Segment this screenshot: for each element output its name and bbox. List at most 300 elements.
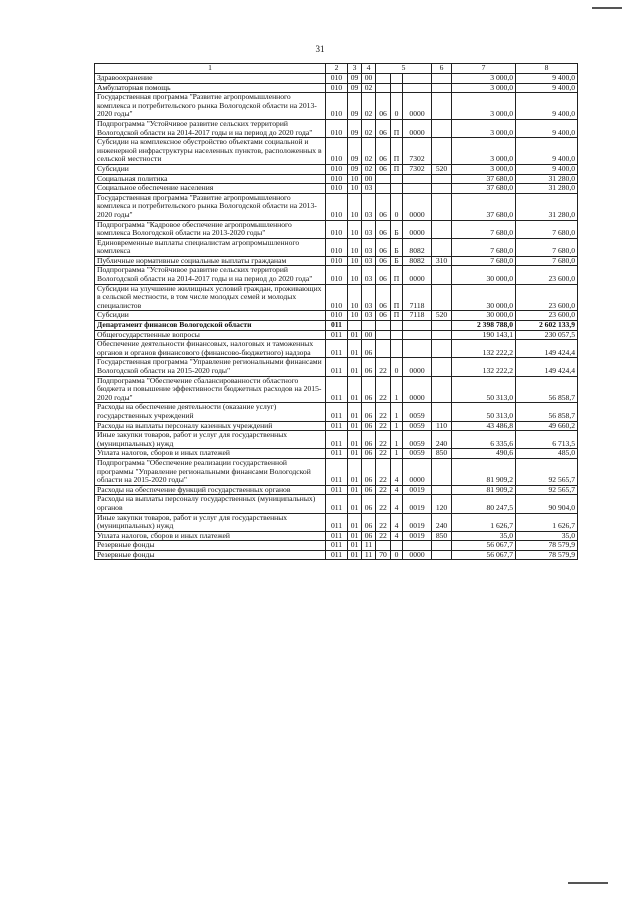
row-section-cell: 10 (348, 220, 362, 238)
row-section-cell: 01 (348, 495, 362, 513)
row-section-cell: 10 (348, 311, 362, 321)
row-grbs-cell: 010 (326, 184, 348, 194)
row-grbs-cell: 011 (326, 321, 348, 331)
row-name-cell: Подпрограмма "Устойчивое развитие сельских территорий Вологодской области на 2014-2017 годы и на период до 2020 года" (95, 119, 326, 137)
row-expense-type-cell (432, 83, 452, 93)
table-row (95, 421, 578, 431)
row-name-cell: Государственная программа "Развитие агропромышленного комплекса и потребительского рынка Вологодской области на 2013-2020 годы" (95, 93, 326, 120)
table-row (95, 74, 578, 84)
row-name-cell: Единовременные выплаты специалистам агропромышленного комплекса (95, 238, 326, 256)
header-cell: 4 (362, 64, 376, 74)
row-amount-year2-cell: 149 424,4 (516, 340, 578, 358)
row-program-cell: 22 (376, 358, 391, 376)
row-direction-cell (403, 330, 432, 340)
table-row (95, 321, 578, 331)
table-row (95, 340, 578, 358)
row-section-cell: 01 (348, 541, 362, 551)
row-subprogram-cell: 0 (391, 550, 403, 560)
table-row (95, 193, 578, 220)
row-subprogram-cell: П (391, 138, 403, 165)
row-subprogram-cell (391, 340, 403, 358)
row-section-cell: 09 (348, 164, 362, 174)
row-section-cell: 09 (348, 138, 362, 165)
row-name-cell: Резервные фонды (95, 550, 326, 560)
row-subprogram-cell: 1 (391, 449, 403, 459)
row-amount-year1-cell: 81 909,2 (452, 485, 516, 495)
row-amount-year1-cell: 3 000,0 (452, 83, 516, 93)
row-expense-type-cell (432, 284, 452, 311)
row-program-cell: 22 (376, 449, 391, 459)
row-subprogram-cell: 0 (391, 358, 403, 376)
row-direction-cell: 0059 (403, 403, 432, 421)
row-amount-year2-cell: 31 280,0 (516, 184, 578, 194)
row-section-cell: 10 (348, 238, 362, 256)
header-cell: 7 (452, 64, 516, 74)
row-amount-year2-cell: 7 680,0 (516, 220, 578, 238)
row-subsection-cell: 00 (362, 174, 376, 184)
row-amount-year1-cell: 132 222,2 (452, 358, 516, 376)
row-amount-year1-cell: 7 680,0 (452, 238, 516, 256)
row-grbs-cell: 011 (326, 376, 348, 403)
row-section-cell: 09 (348, 83, 362, 93)
row-amount-year2-cell: 9 400,0 (516, 93, 578, 120)
row-name-cell: Расходы на выплаты персоналу государственных (муниципальных) органов (95, 495, 326, 513)
table-row (95, 164, 578, 174)
row-expense-type-cell: 520 (432, 164, 452, 174)
row-grbs-cell: 011 (326, 340, 348, 358)
row-amount-year2-cell: 230 057,5 (516, 330, 578, 340)
row-expense-type-cell (432, 193, 452, 220)
row-expense-type-cell (432, 321, 452, 331)
row-grbs-cell: 011 (326, 358, 348, 376)
row-amount-year1-cell: 35,0 (452, 531, 516, 541)
row-program-cell (376, 340, 391, 358)
row-amount-year2-cell: 9 400,0 (516, 138, 578, 165)
row-grbs-cell: 011 (326, 458, 348, 485)
row-subsection-cell: 06 (362, 421, 376, 431)
row-section-cell: 01 (348, 485, 362, 495)
row-grbs-cell: 010 (326, 266, 348, 284)
row-expense-type-cell: 240 (432, 513, 452, 531)
row-amount-year2-cell: 9 400,0 (516, 74, 578, 84)
row-name-cell: Субсидии (95, 164, 326, 174)
row-subprogram-cell: 4 (391, 485, 403, 495)
row-amount-year2-cell: 56 858,7 (516, 403, 578, 421)
row-program-cell: 06 (376, 220, 391, 238)
row-expense-type-cell: 520 (432, 311, 452, 321)
row-grbs-cell: 010 (326, 256, 348, 266)
row-subsection-cell: 06 (362, 449, 376, 459)
row-amount-year1-cell: 132 222,2 (452, 340, 516, 358)
table-row (95, 495, 578, 513)
row-subsection-cell: 02 (362, 93, 376, 120)
row-amount-year2-cell: 23 600,0 (516, 311, 578, 321)
row-program-cell: 06 (376, 164, 391, 174)
table-row (95, 119, 578, 137)
row-name-cell: Подпрограмма "Обеспечение сбалансированности областного бюджета и повышение эффективности бюджетных расходов на 2015-2020 годы" (95, 376, 326, 403)
table-row (95, 174, 578, 184)
row-amount-year1-cell: 50 313,0 (452, 376, 516, 403)
row-grbs-cell: 010 (326, 174, 348, 184)
row-direction-cell (403, 83, 432, 93)
row-program-cell (376, 330, 391, 340)
row-name-cell: Обеспечение деятельности финансовых, налоговых и таможенных органов и органов финансового (финансово-бюджетного) надзора (95, 340, 326, 358)
table-row (95, 403, 578, 421)
row-subprogram-cell: Б (391, 238, 403, 256)
row-subsection-cell (362, 321, 376, 331)
row-subprogram-cell: 4 (391, 495, 403, 513)
row-program-cell: 22 (376, 431, 391, 449)
row-subsection-cell: 03 (362, 266, 376, 284)
row-grbs-cell: 011 (326, 541, 348, 551)
row-amount-year2-cell: 9 400,0 (516, 119, 578, 137)
row-subprogram-cell: П (391, 311, 403, 321)
table-row (95, 138, 578, 165)
row-subprogram-cell (391, 321, 403, 331)
row-name-cell: Общегосударственные вопросы (95, 330, 326, 340)
row-program-cell: 06 (376, 138, 391, 165)
table-row (95, 513, 578, 531)
row-subprogram-cell (391, 174, 403, 184)
row-subprogram-cell (391, 541, 403, 551)
table-row (95, 485, 578, 495)
row-direction-cell: 0000 (403, 220, 432, 238)
row-expense-type-cell (432, 485, 452, 495)
row-name-cell: Амбулаторная помощь (95, 83, 326, 93)
row-program-cell: 22 (376, 376, 391, 403)
row-section-cell: 09 (348, 119, 362, 137)
row-amount-year2-cell: 92 565,7 (516, 458, 578, 485)
row-grbs-cell: 011 (326, 495, 348, 513)
row-amount-year1-cell: 3 000,0 (452, 119, 516, 137)
row-direction-cell: 8082 (403, 256, 432, 266)
table-row (95, 449, 578, 459)
row-amount-year2-cell: 31 280,0 (516, 174, 578, 184)
row-subprogram-cell: 1 (391, 421, 403, 431)
row-subprogram-cell: П (391, 266, 403, 284)
row-amount-year2-cell: 2 602 133,9 (516, 321, 578, 331)
row-amount-year1-cell: 50 313,0 (452, 403, 516, 421)
row-amount-year1-cell: 490,6 (452, 449, 516, 459)
row-expense-type-cell (432, 119, 452, 137)
row-grbs-cell: 011 (326, 449, 348, 459)
row-direction-cell (403, 74, 432, 84)
row-section-cell: 10 (348, 284, 362, 311)
row-amount-year1-cell: 190 143,1 (452, 330, 516, 340)
row-section-cell: 10 (348, 193, 362, 220)
row-program-cell: 22 (376, 513, 391, 531)
row-section-cell: 01 (348, 449, 362, 459)
row-section-cell: 09 (348, 93, 362, 120)
row-amount-year1-cell: 30 000,0 (452, 311, 516, 321)
row-amount-year2-cell: 78 579,9 (516, 550, 578, 560)
row-amount-year2-cell: 485,0 (516, 449, 578, 459)
row-grbs-cell: 010 (326, 238, 348, 256)
header-cell: 5 (376, 64, 432, 74)
row-subsection-cell: 06 (362, 376, 376, 403)
row-expense-type-cell: 110 (432, 421, 452, 431)
row-grbs-cell: 010 (326, 138, 348, 165)
row-subprogram-cell (391, 83, 403, 93)
row-section-cell (348, 321, 362, 331)
budget-table-body (95, 64, 578, 560)
row-expense-type-cell (432, 358, 452, 376)
row-subsection-cell: 06 (362, 458, 376, 485)
row-subsection-cell: 03 (362, 193, 376, 220)
table-row (95, 311, 578, 321)
row-name-cell: Здравоохранение (95, 74, 326, 84)
row-direction-cell: 0059 (403, 421, 432, 431)
row-name-cell: Иные закупки товаров, работ и услуг для государственных (муниципальных) нужд (95, 431, 326, 449)
row-program-cell: 06 (376, 238, 391, 256)
row-expense-type-cell (432, 550, 452, 560)
row-grbs-cell: 010 (326, 164, 348, 174)
row-subprogram-cell: П (391, 164, 403, 174)
row-name-cell: Социальная политика (95, 174, 326, 184)
row-amount-year1-cell: 3 000,0 (452, 138, 516, 165)
header-cell: 6 (432, 64, 452, 74)
row-section-cell: 10 (348, 266, 362, 284)
row-section-cell: 01 (348, 458, 362, 485)
row-subsection-cell: 06 (362, 340, 376, 358)
row-program-cell: 22 (376, 485, 391, 495)
scan-mark-bottom (568, 882, 608, 884)
row-subprogram-cell (391, 74, 403, 84)
row-expense-type-cell (432, 93, 452, 120)
row-program-cell: 22 (376, 421, 391, 431)
row-subsection-cell: 11 (362, 550, 376, 560)
row-program-cell: 22 (376, 403, 391, 421)
row-grbs-cell: 010 (326, 74, 348, 84)
row-section-cell: 09 (348, 74, 362, 84)
row-program-cell (376, 321, 391, 331)
row-name-cell: Публичные нормативные социальные выплаты гражданам (95, 256, 326, 266)
row-subsection-cell: 03 (362, 311, 376, 321)
row-program-cell: 06 (376, 266, 391, 284)
row-grbs-cell: 010 (326, 93, 348, 120)
row-name-cell: Государственная программа "Развитие агропромышленного комплекса и потребительского рынка Вологодской области на 2013-2020 годы" (95, 193, 326, 220)
row-name-cell: Иные закупки товаров, работ и услуг для государственных (муниципальных) нужд (95, 513, 326, 531)
row-amount-year2-cell: 6 713,5 (516, 431, 578, 449)
row-program-cell (376, 174, 391, 184)
row-amount-year2-cell: 90 904,0 (516, 495, 578, 513)
row-amount-year2-cell: 56 858,7 (516, 376, 578, 403)
row-program-cell (376, 184, 391, 194)
row-subprogram-cell: 4 (391, 531, 403, 541)
row-amount-year1-cell: 43 486,8 (452, 421, 516, 431)
row-direction-cell: 0000 (403, 93, 432, 120)
row-grbs-cell: 010 (326, 284, 348, 311)
row-section-cell: 10 (348, 256, 362, 266)
header-cell: 8 (516, 64, 578, 74)
row-subsection-cell: 06 (362, 431, 376, 449)
row-program-cell: 06 (376, 311, 391, 321)
row-grbs-cell: 010 (326, 119, 348, 137)
row-direction-cell: 0000 (403, 458, 432, 485)
row-name-cell: Субсидии на комплексное обустройство объектами социальной и инженерной инфраструктуры населенных пунктов, расположенных в сельской местности (95, 138, 326, 165)
row-amount-year1-cell: 30 000,0 (452, 266, 516, 284)
row-amount-year1-cell: 37 680,0 (452, 184, 516, 194)
row-subsection-cell: 03 (362, 256, 376, 266)
row-direction-cell: 0059 (403, 431, 432, 449)
table-row (95, 550, 578, 560)
row-section-cell: 01 (348, 358, 362, 376)
row-name-cell: Подпрограмма "Кадровое обеспечение агропромышленного комплекса Вологодской области на 2013-2020 годы" (95, 220, 326, 238)
row-name-cell: Департамент финансов Вологодской области (95, 321, 326, 331)
row-subprogram-cell: Б (391, 256, 403, 266)
row-amount-year2-cell: 1 626,7 (516, 513, 578, 531)
row-name-cell: Подпрограмма "Обеспечение реализации государственной программы "Управление региональными финансами Вологодской области на 2015-2020 годы" (95, 458, 326, 485)
row-grbs-cell: 011 (326, 513, 348, 531)
table-header-row (95, 64, 578, 74)
row-direction-cell: 0000 (403, 119, 432, 137)
row-amount-year1-cell: 3 000,0 (452, 93, 516, 120)
row-amount-year2-cell: 23 600,0 (516, 284, 578, 311)
row-section-cell: 10 (348, 174, 362, 184)
row-name-cell: Расходы на выплаты персоналу казенных учреждений (95, 421, 326, 431)
row-direction-cell: 7118 (403, 284, 432, 311)
row-program-cell: 06 (376, 256, 391, 266)
row-grbs-cell: 010 (326, 220, 348, 238)
row-section-cell: 01 (348, 330, 362, 340)
row-program-cell: 06 (376, 93, 391, 120)
table-row (95, 376, 578, 403)
row-expense-type-cell (432, 174, 452, 184)
row-subprogram-cell: 0 (391, 193, 403, 220)
row-expense-type-cell: 850 (432, 531, 452, 541)
row-name-cell: Расходы на обеспечение деятельности (оказание услуг) государственных учреждений (95, 403, 326, 421)
row-direction-cell: 0000 (403, 358, 432, 376)
row-name-cell: Подпрограмма "Устойчивое развитие сельских территорий Вологодской области на 2014-2017 годы и на период до 2020 года" (95, 266, 326, 284)
row-subprogram-cell: Б (391, 220, 403, 238)
row-direction-cell: 0000 (403, 193, 432, 220)
row-section-cell: 01 (348, 340, 362, 358)
row-amount-year1-cell: 1 626,7 (452, 513, 516, 531)
row-subsection-cell: 06 (362, 485, 376, 495)
row-direction-cell: 0019 (403, 531, 432, 541)
row-amount-year1-cell: 3 000,0 (452, 164, 516, 174)
row-subprogram-cell: П (391, 119, 403, 137)
table-row (95, 184, 578, 194)
row-amount-year1-cell: 81 909,2 (452, 458, 516, 485)
row-subsection-cell: 00 (362, 74, 376, 84)
row-direction-cell: 7302 (403, 164, 432, 174)
row-subprogram-cell (391, 184, 403, 194)
row-expense-type-cell (432, 138, 452, 165)
row-subsection-cell: 06 (362, 495, 376, 513)
row-program-cell (376, 83, 391, 93)
row-direction-cell: 8082 (403, 238, 432, 256)
row-grbs-cell: 011 (326, 485, 348, 495)
row-grbs-cell: 010 (326, 193, 348, 220)
row-expense-type-cell (432, 403, 452, 421)
row-subprogram-cell: 4 (391, 458, 403, 485)
row-subsection-cell: 06 (362, 513, 376, 531)
row-expense-type-cell (432, 266, 452, 284)
row-grbs-cell: 010 (326, 83, 348, 93)
header-cell: 2 (326, 64, 348, 74)
row-grbs-cell: 010 (326, 311, 348, 321)
row-amount-year1-cell: 56 067,7 (452, 541, 516, 551)
row-name-cell: Социальное обеспечение населения (95, 184, 326, 194)
table-row (95, 431, 578, 449)
row-amount-year1-cell: 7 680,0 (452, 256, 516, 266)
table-row (95, 266, 578, 284)
row-name-cell: Расходы на обеспечение функций государственных органов (95, 485, 326, 495)
row-amount-year2-cell: 9 400,0 (516, 164, 578, 174)
row-amount-year1-cell: 7 680,0 (452, 220, 516, 238)
row-direction-cell: 7302 (403, 138, 432, 165)
row-amount-year2-cell: 49 660,2 (516, 421, 578, 431)
row-amount-year2-cell: 35,0 (516, 531, 578, 541)
row-direction-cell (403, 174, 432, 184)
row-direction-cell (403, 340, 432, 358)
row-amount-year1-cell: 2 398 788,0 (452, 321, 516, 331)
row-section-cell: 01 (348, 513, 362, 531)
row-grbs-cell: 011 (326, 431, 348, 449)
row-program-cell: 22 (376, 531, 391, 541)
row-amount-year2-cell: 92 565,7 (516, 485, 578, 495)
row-section-cell: 01 (348, 531, 362, 541)
row-grbs-cell: 011 (326, 531, 348, 541)
header-cell: 1 (95, 64, 326, 74)
row-grbs-cell: 011 (326, 550, 348, 560)
budget-table (94, 63, 578, 560)
row-expense-type-cell (432, 220, 452, 238)
header-cell: 3 (348, 64, 362, 74)
row-grbs-cell: 011 (326, 403, 348, 421)
row-program-cell: 06 (376, 193, 391, 220)
row-subprogram-cell: 1 (391, 376, 403, 403)
row-program-cell: 22 (376, 495, 391, 513)
row-expense-type-cell (432, 376, 452, 403)
table-row (95, 531, 578, 541)
row-subsection-cell: 03 (362, 284, 376, 311)
row-expense-type-cell (432, 458, 452, 485)
row-name-cell: Уплата налогов, сборов и иных платежей (95, 449, 326, 459)
row-amount-year1-cell: 3 000,0 (452, 74, 516, 84)
row-subsection-cell: 06 (362, 403, 376, 421)
row-amount-year2-cell: 7 680,0 (516, 238, 578, 256)
row-subsection-cell: 02 (362, 119, 376, 137)
row-expense-type-cell: 310 (432, 256, 452, 266)
row-amount-year2-cell: 78 579,9 (516, 541, 578, 551)
row-direction-cell: 0059 (403, 449, 432, 459)
row-expense-type-cell (432, 238, 452, 256)
row-amount-year2-cell: 9 400,0 (516, 83, 578, 93)
row-amount-year1-cell: 56 067,7 (452, 550, 516, 560)
row-subprogram-cell: 1 (391, 403, 403, 421)
table-row (95, 256, 578, 266)
row-section-cell: 01 (348, 421, 362, 431)
table-row (95, 220, 578, 238)
row-direction-cell: 0000 (403, 376, 432, 403)
table-row (95, 284, 578, 311)
table-row (95, 358, 578, 376)
row-expense-type-cell (432, 184, 452, 194)
row-program-cell (376, 74, 391, 84)
row-expense-type-cell (432, 340, 452, 358)
row-amount-year1-cell: 6 335,6 (452, 431, 516, 449)
row-amount-year1-cell: 37 680,0 (452, 193, 516, 220)
table-row (95, 541, 578, 551)
scan-mark-top (592, 7, 622, 9)
row-expense-type-cell (432, 541, 452, 551)
row-subsection-cell: 06 (362, 358, 376, 376)
row-name-cell: Субсидии (95, 311, 326, 321)
row-expense-type-cell: 120 (432, 495, 452, 513)
row-subsection-cell: 00 (362, 330, 376, 340)
